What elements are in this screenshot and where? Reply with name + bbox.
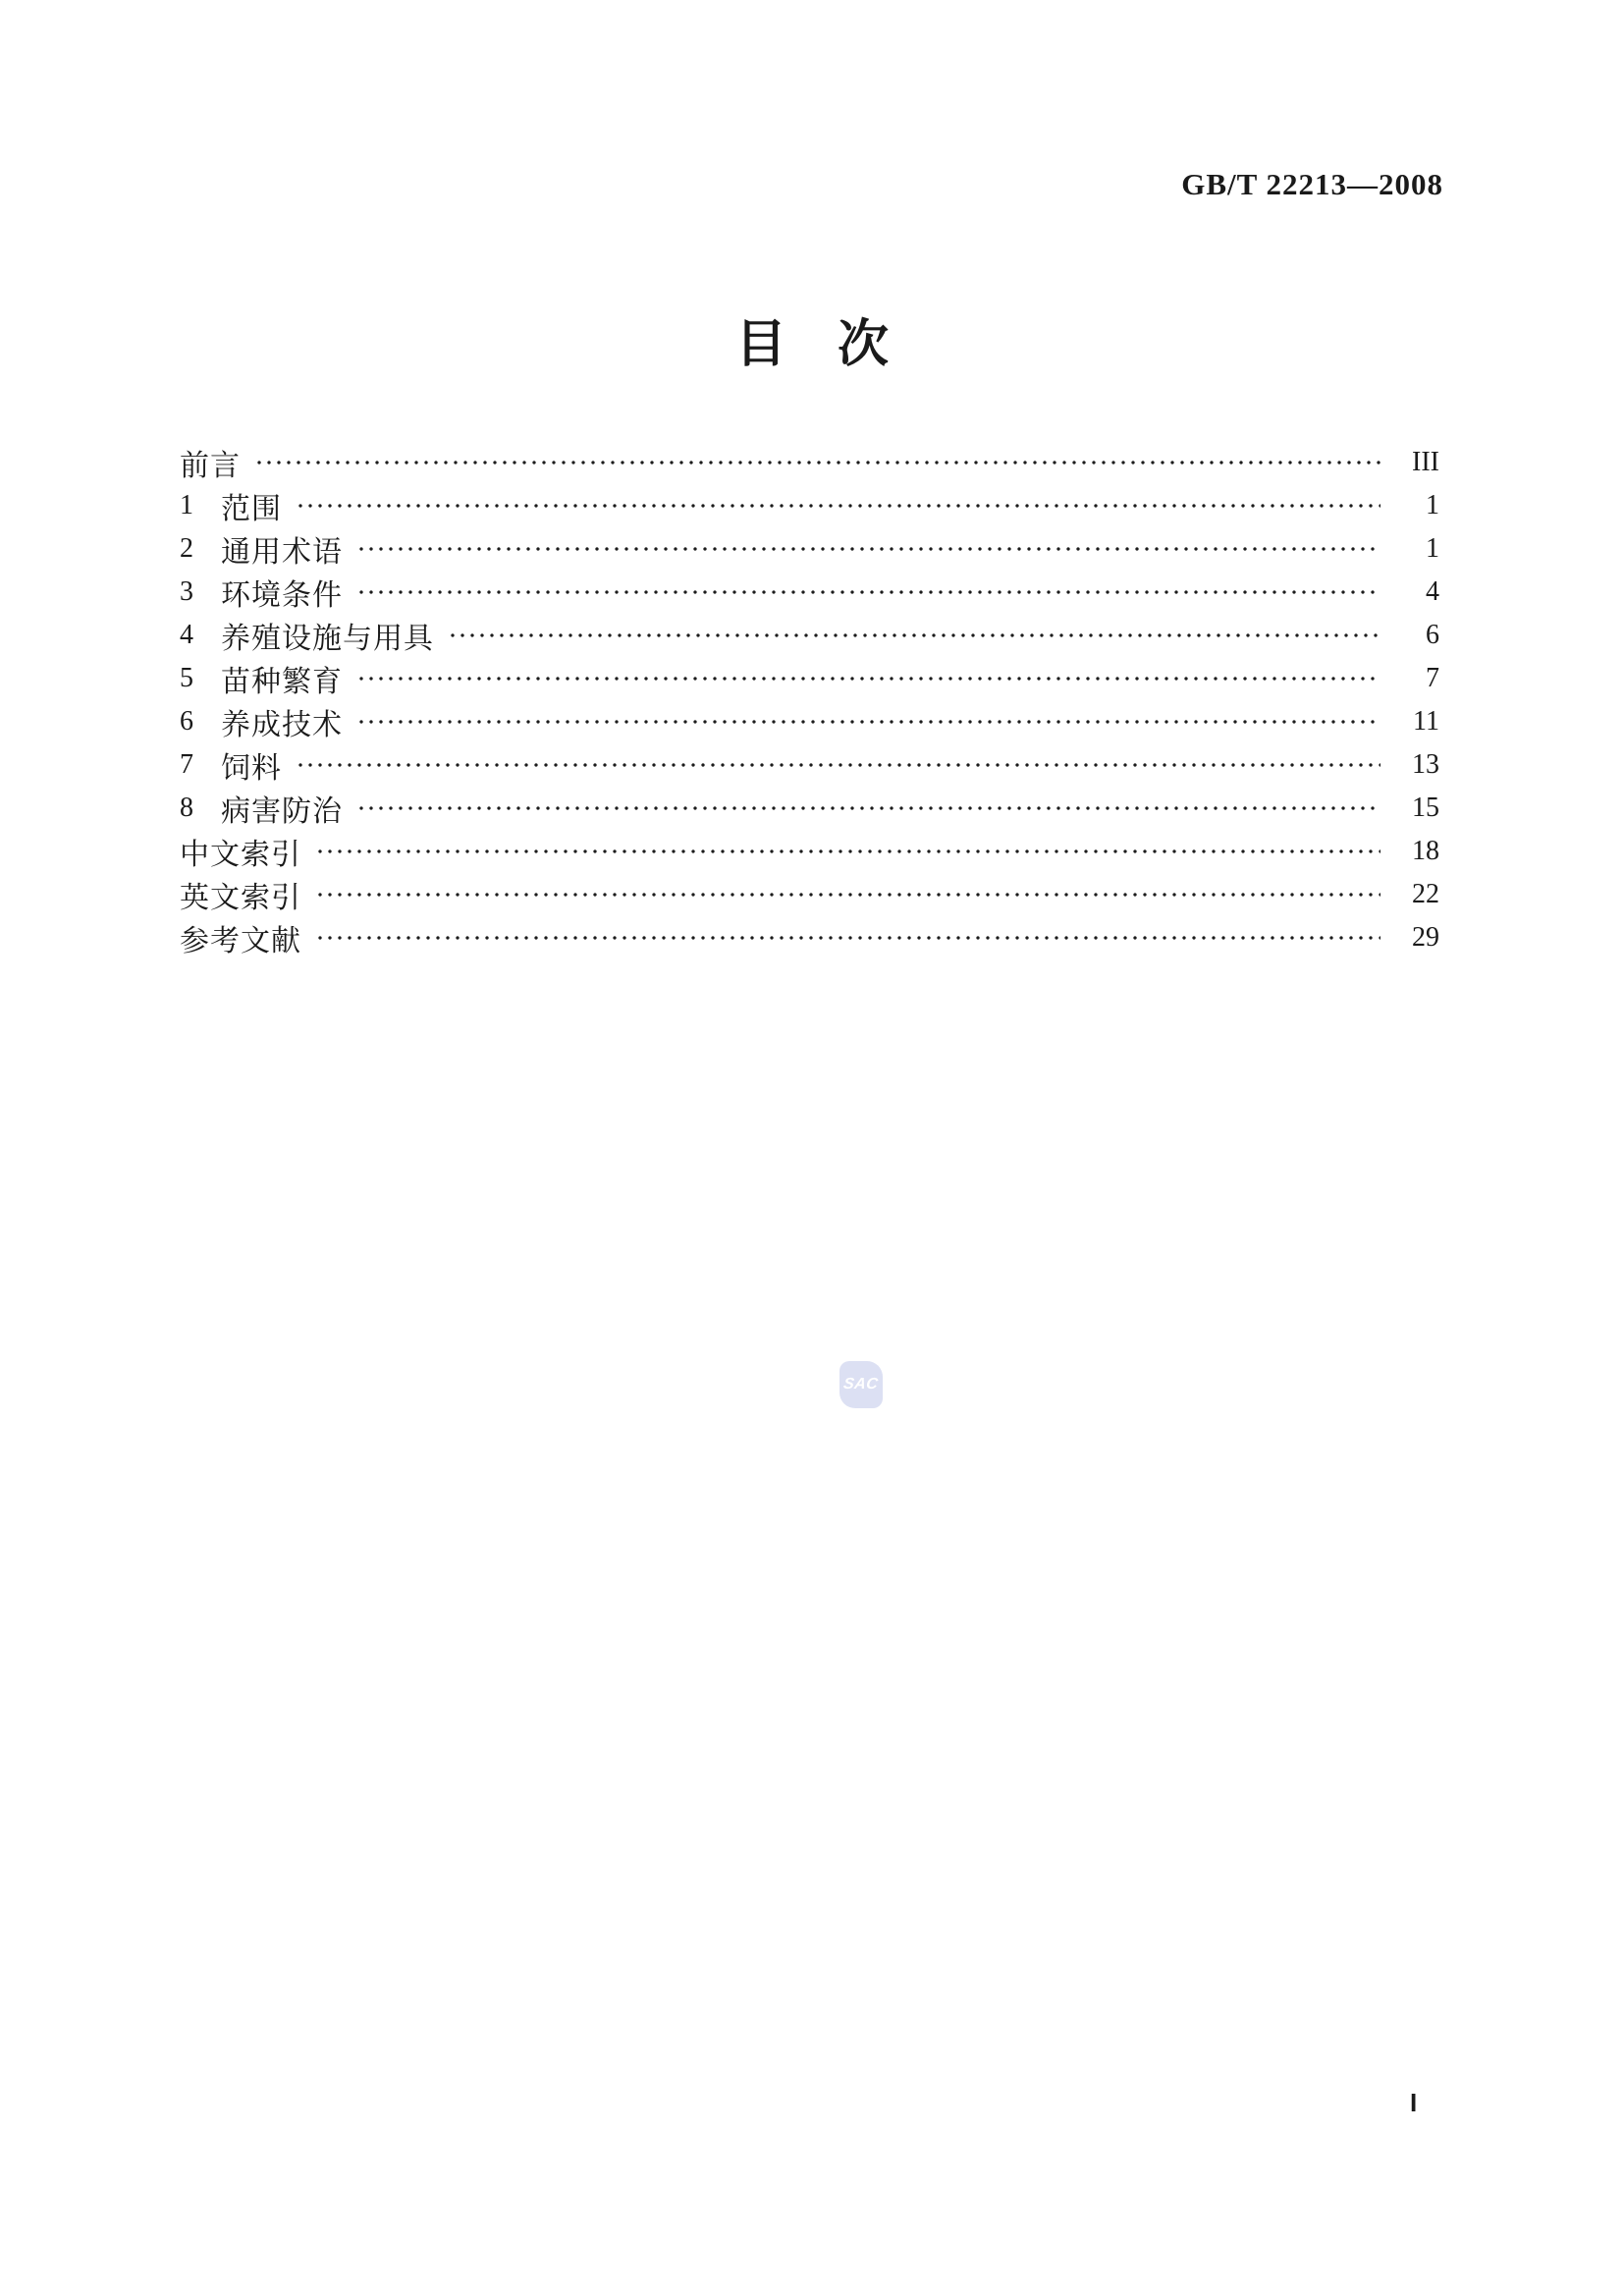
toc-entry-page: 4 [1426, 576, 1439, 607]
toc-entry-page: 1 [1426, 490, 1439, 520]
toc-entry-label: 英文索引 [180, 882, 301, 914]
toc-entry [180, 700, 1439, 743]
toc-entry-number: 3 [180, 576, 193, 607]
page-number: I [1410, 2088, 1418, 2117]
toc-entry-label: 养成技术 [221, 709, 343, 741]
standard-code: GB/T 22213—2008 [1181, 167, 1443, 201]
dot-leader [315, 916, 1380, 959]
dot-leader [356, 787, 1380, 830]
toc-entry-page: 13 [1412, 749, 1439, 780]
sac-watermark-logo [839, 1361, 883, 1408]
dot-leader [315, 873, 1380, 916]
dot-leader [296, 743, 1380, 787]
toc-entry-number: 2 [180, 533, 193, 564]
toc-entry-label: 范围 [221, 493, 282, 525]
toc-entry-label: 苗种繁育 [221, 666, 343, 698]
toc-entry [180, 916, 1439, 959]
page-title: 目 次 [734, 316, 889, 373]
toc-list [180, 441, 1439, 959]
toc-entry-label: 中文索引 [180, 839, 301, 871]
toc-entry [180, 743, 1439, 787]
dot-leader [356, 700, 1380, 743]
toc-entry-label: 前言 [180, 450, 241, 482]
toc-entry [180, 787, 1439, 830]
toc-entry-label: 通用术语 [221, 536, 343, 569]
dot-leader [356, 527, 1380, 571]
toc-entry-number: 7 [180, 749, 193, 780]
dot-leader [356, 571, 1380, 614]
toc-entry [180, 614, 1439, 657]
toc-entry-page: 22 [1412, 879, 1439, 909]
toc-entry-label: 参考文献 [180, 925, 301, 957]
toc-entry [180, 873, 1439, 916]
toc-entry-page: 6 [1426, 620, 1439, 650]
toc-entry-number: 1 [180, 490, 193, 520]
dot-leader [254, 441, 1380, 484]
toc-entry-label: 病害防治 [221, 795, 343, 828]
toc-entry-label: 养殖设施与用具 [221, 623, 434, 655]
toc-entry-number: 6 [180, 706, 193, 737]
toc-entry-label: 环境条件 [221, 579, 343, 612]
toc-entry-page: 29 [1412, 922, 1439, 953]
toc-entry-page: 1 [1426, 533, 1439, 564]
toc-entry-number: 5 [180, 663, 193, 693]
dot-leader [356, 657, 1380, 700]
dot-leader [448, 614, 1380, 657]
toc-entry-page: 11 [1413, 706, 1439, 737]
toc-entry [180, 441, 1439, 484]
sac-watermark-text: SAC [842, 1376, 880, 1393]
toc-entry [180, 571, 1439, 614]
toc-entry-label: 饲料 [221, 752, 282, 785]
toc-entry [180, 484, 1439, 527]
toc-entry-number: 4 [180, 620, 193, 650]
toc-entry [180, 657, 1439, 700]
toc-entry-page: 7 [1426, 663, 1439, 693]
toc-entry [180, 830, 1439, 873]
toc-entry-page: III [1412, 447, 1439, 477]
dot-leader [315, 830, 1380, 873]
toc-entry-page: 18 [1412, 836, 1439, 866]
toc-entry-page: 15 [1412, 793, 1439, 823]
dot-leader [296, 484, 1380, 527]
toc-entry-number: 8 [180, 793, 193, 823]
toc-entry [180, 527, 1439, 571]
